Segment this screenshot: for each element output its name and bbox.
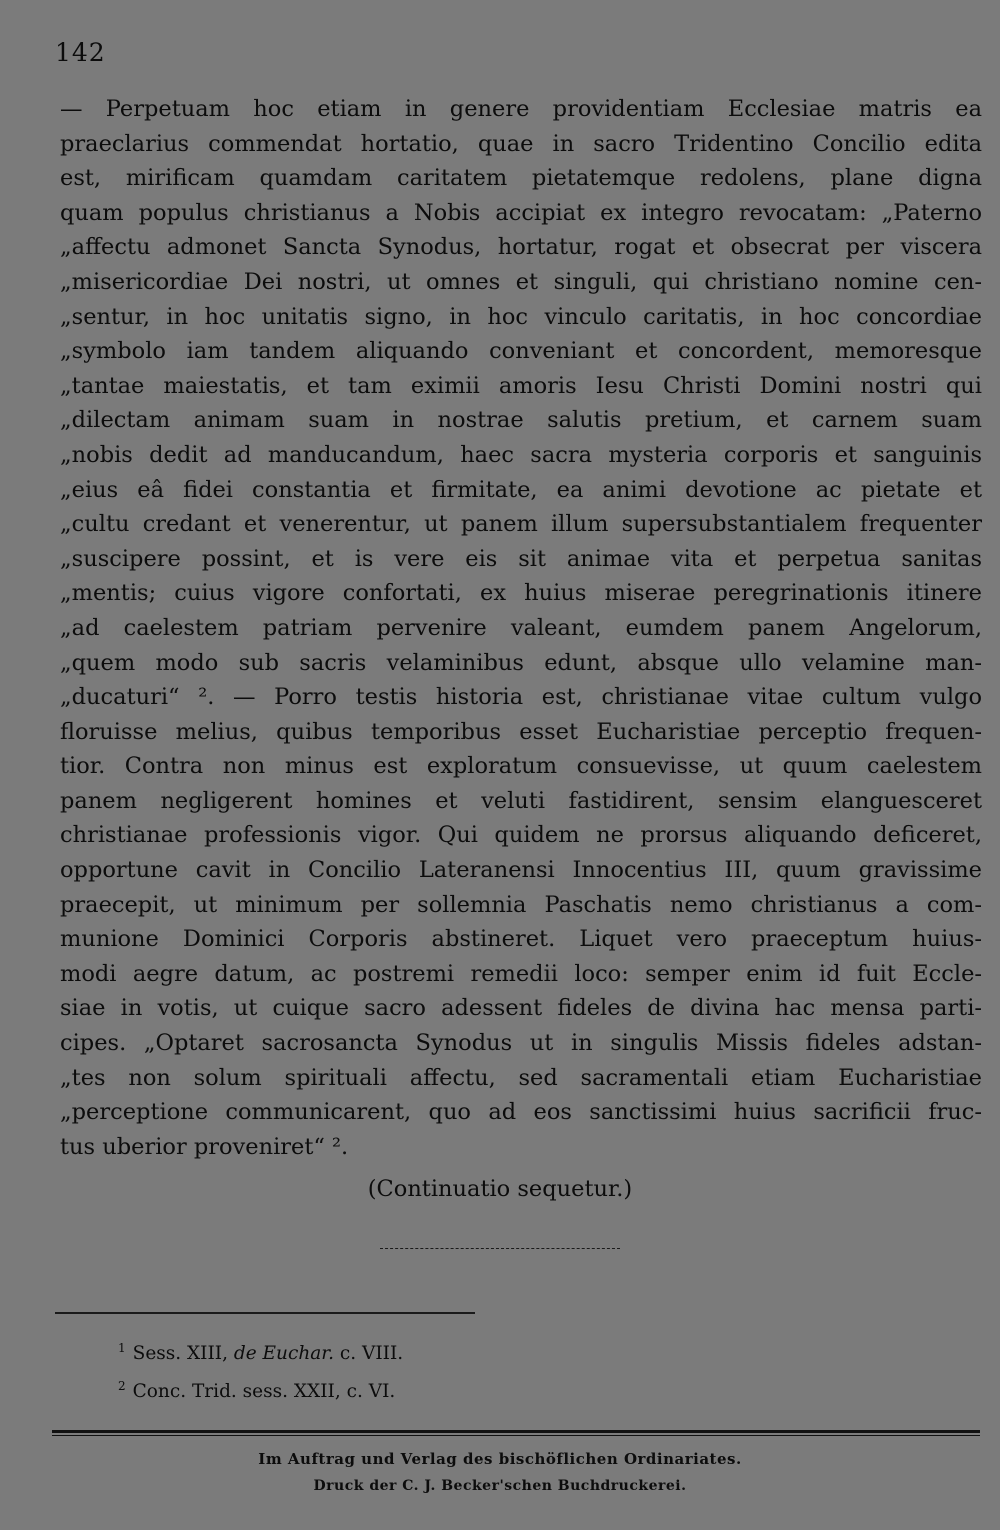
body-line: „affectu admonet Sancta Synodus, hortatur, rogat et obsecrat per viscera <box>60 234 982 261</box>
page-number: 142 <box>55 38 106 67</box>
footnote-text: c. VIII. <box>333 1343 404 1365</box>
body-line: est, mirificam quamdam caritatem pietatemque redolens, plane digna <box>60 165 982 192</box>
body-text <box>60 92 982 1164</box>
body-line: „tes non solum spirituali affectu, sed sacramentali etiam Eucharistiae <box>60 1064 982 1091</box>
body-line: „nobis dedit ad manducandum, haec sacra mysteria corporis et sanguinis <box>60 441 982 468</box>
imprint-publisher: Im Auftrag und Verlag des bischöflichen Ordinariates. <box>258 1450 742 1468</box>
body-line: — Perpetuam hoc etiam in genere providentiam Ecclesiae matris ea <box>60 96 982 122</box>
body-line: „eius eâ fidei constantia et firmitate, ea animi devotione ac pietate et <box>60 476 982 503</box>
body-line: „perceptione communicarent, quo ad eos sanctissimi huius sacrificii fruc- <box>60 1099 982 1126</box>
body-line: „sentur, in hoc unitatis signo, in hoc vinculo caritatis, in hoc concordiae <box>60 303 982 330</box>
body-line: tior. Contra non minus est exploratum consuevisse, ut quum caelestem <box>60 753 982 780</box>
body-line: praeclarius commendat hortatio, quae in sacro Tridentino Concilio edita <box>60 130 982 157</box>
continuation-note: (Continuatio sequetur.) <box>367 1176 633 1202</box>
footnote-1 <box>118 1332 403 1370</box>
body-line: modi aegre datum, ac postremi remedii loco: semper enim id fuit Eccle- <box>60 960 982 987</box>
footnote-marker: 1 <box>118 1341 126 1355</box>
imprint-printer: Druck der C. J. Becker'schen Buchdruckerei. <box>313 1478 687 1494</box>
imprint-rule <box>52 1430 980 1436</box>
body-line: „suscipere possint, et is vere eis sit animae vita et perpetua sanitas <box>60 545 982 572</box>
footnotes <box>118 1332 403 1408</box>
body-line: „tantae maiestatis, et tam eximii amoris Iesu Christi Domini nostri qui <box>60 372 982 399</box>
footnote-2 <box>118 1370 403 1408</box>
body-line: praecepit, ut minimum per sollemnia Paschatis nemo christianus a com- <box>60 891 982 918</box>
section-divider <box>380 1248 620 1249</box>
body-line: „ad caelestem patriam pervenire valeant, eumdem panem Angelorum, <box>60 614 982 641</box>
body-line: munione Dominici Corporis abstineret. Liquet vero praeceptum huius- <box>60 926 982 953</box>
body-line: „quem modo sub sacris velaminibus edunt, absque ullo velamine man- <box>60 649 982 676</box>
body-line: siae in votis, ut cuique sacro adessent fideles de divina hac mensa parti- <box>60 995 982 1022</box>
footnote-text: Sess. XIII, <box>132 1343 234 1365</box>
footnote-italic: de Euchar. <box>233 1343 334 1365</box>
body-line: „cultu credant et venerentur, ut panem illum supersubstantialem frequenter <box>60 511 982 538</box>
body-line: „ducaturi“ ². — Porro testis historia est, christianae vitae cultum vulgo <box>60 684 982 711</box>
body-line: quam populus christianus a Nobis accipiat ex integro revocatam: „Paterno <box>60 199 982 226</box>
body-line: „symbolo iam tandem aliquando conveniant et concordent, memoresque <box>60 338 982 365</box>
body-line: christianae professionis vigor. Qui quidem ne prorsus aliquando deficeret, <box>60 822 982 849</box>
footnote-text: Conc. Trid. sess. XXII, c. VI. <box>132 1381 396 1403</box>
body-line: opportune cavit in Concilio Lateranensi Innocentius III, quum gravissime <box>60 857 982 884</box>
body-line: tus uberior proveniret“ ². <box>60 1133 349 1160</box>
body-line: panem negligerent homines et veluti fastidirent, sensim elanguesceret <box>60 787 982 814</box>
body-line: „mentis; cuius vigore confortati, ex huius miserae peregrinationis itinere <box>60 580 982 607</box>
body-line: „dilectam animam suam in nostrae salutis pretium, et carnem suam <box>60 407 982 434</box>
body-line: floruisse melius, quibus temporibus esset Eucharistiae perceptio frequen- <box>60 718 982 745</box>
body-line: cipes. „Optaret sacrosancta Synodus ut in singulis Missis fideles adstan- <box>60 1030 982 1057</box>
footnote-rule <box>55 1312 475 1314</box>
body-line: „misericordiae Dei nostri, ut omnes et singuli, qui christiano nomine cen- <box>60 268 982 295</box>
footnote-marker: 2 <box>118 1379 126 1394</box>
